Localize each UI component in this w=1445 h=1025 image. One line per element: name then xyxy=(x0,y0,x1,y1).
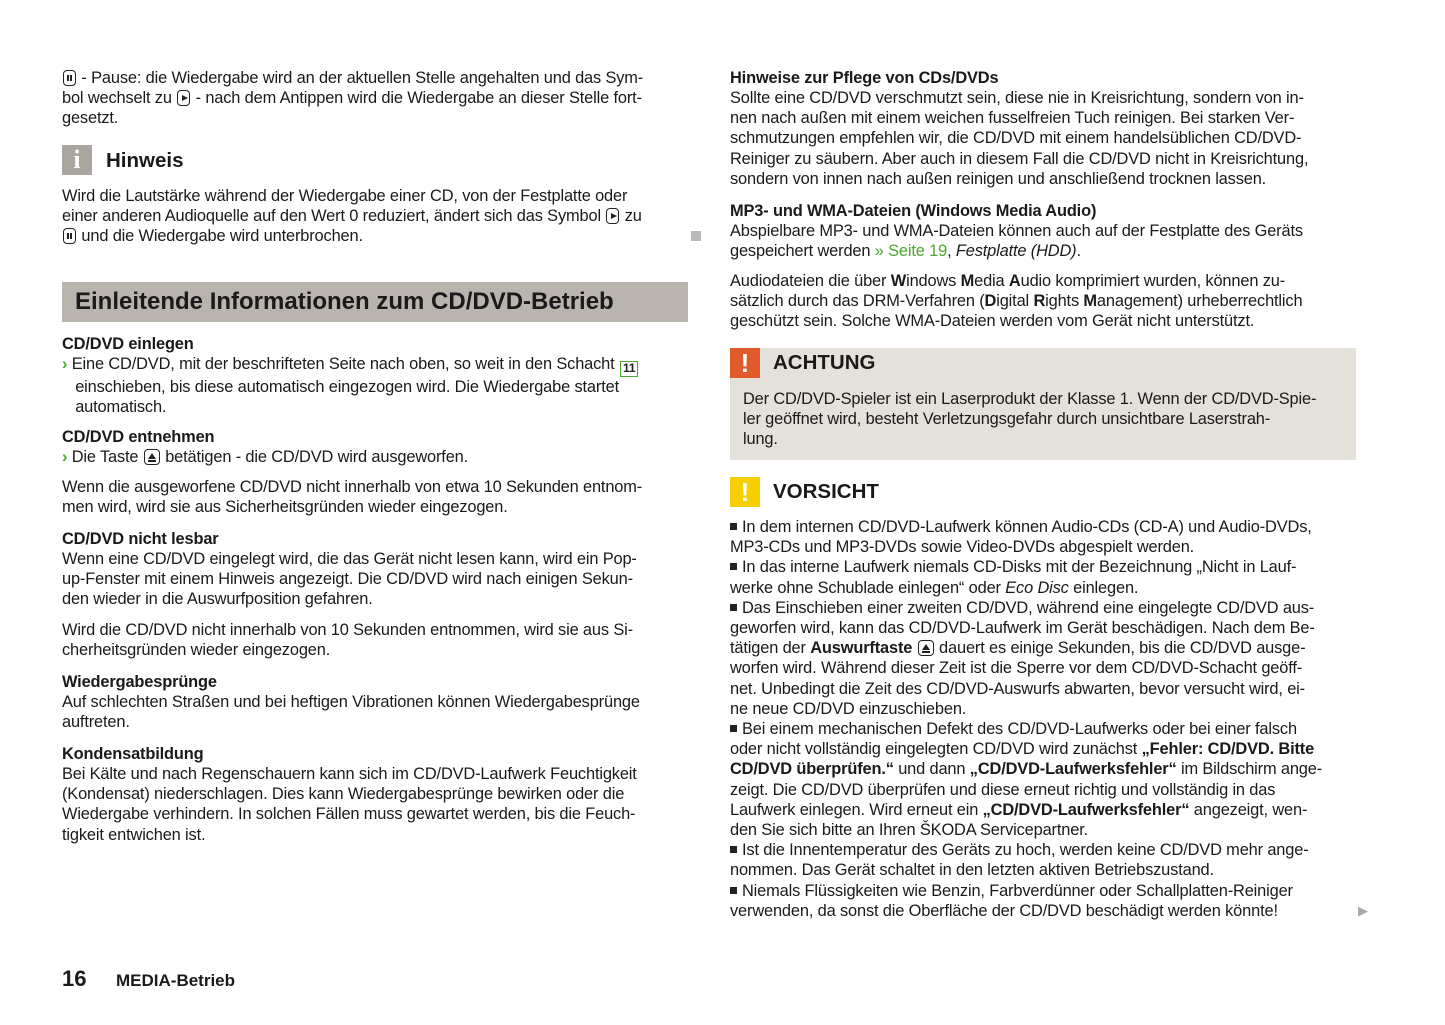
spruenge-heading: Wiedergabesprünge xyxy=(62,673,217,691)
italic-text: Eco Disc xyxy=(1005,578,1069,597)
end-of-section-marker xyxy=(691,231,701,241)
italic-text: Festplatte (HDD) xyxy=(955,242,1077,261)
text-run: Audiodateien die über xyxy=(730,272,891,290)
text-run: In das interne Laufwerk niemals CD-Disks mit der Bezeichnung „Nicht in Lauf- werke ohne Schublade einlegen“ oder xyxy=(730,558,1297,597)
audio-text xyxy=(730,271,1302,332)
bold-text: M xyxy=(960,272,975,290)
text-run xyxy=(912,639,916,657)
eject-icon xyxy=(144,449,160,465)
step-chevron-icon: › xyxy=(62,448,68,466)
bullet-icon xyxy=(730,725,737,732)
bold-text: M xyxy=(1083,292,1097,311)
text-run: ights xyxy=(1045,292,1084,311)
section-heading xyxy=(62,282,688,322)
bold-text: D xyxy=(984,292,997,311)
page-number: 16 xyxy=(62,966,87,991)
pflege-text: Sollte eine CD/DVD verschmutzt sein, diese nie in Kreisrichtung, sondern von in- nen nach außen mit einem weichen fusselfreien Tuch reinigen. Bei starken Ver- schmutzungen empfehlen wir, die CD/DVD mit einem handelsüblichen CD/DVD- Reiniger zu säubern. Aber auch in diesem Fall die CD/DVD nicht in Kreisrichtung, sondern von innen nach außen reinigen und anschließend trocknen lassen. xyxy=(730,89,1309,188)
text-run: Bei einem mechanischen Defekt des CD/DVD-Laufwerks oder bei einer falsch oder nicht vollständig eingelegten CD/DVD wird zunächst xyxy=(730,720,1297,759)
text-run: . xyxy=(1076,242,1081,261)
text-run: einlegen. xyxy=(1073,578,1139,597)
text-run: und die Wiedergabe wird unterbrochen. xyxy=(77,227,363,246)
text-run: udio komprimiert wurden, können zu- sätzlich durch das DRM-Verfahren ( xyxy=(730,272,1286,311)
bold-text: „Fehler: CD/DVD. Bitte CD/DVD überprüfen.“ xyxy=(730,740,1315,779)
hinweis-text xyxy=(62,186,642,247)
achtung-title: ACHTUNG xyxy=(773,351,876,374)
eject-icon xyxy=(918,640,934,656)
kondensat-text: Bei Kälte und nach Regenschauern kann sich im CD/DVD-Laufwerk Feuchtigkeit (Kondensat) niederschlagen. Dies kann Wiedergabesprünge bewirken oder die Wiedergabe verhindern. In solchen Fällen muss gewartet werden, bis die Feuch- tigkeit entwichen ist. xyxy=(62,765,637,844)
text-run: im Bildschirm ange- zeigt. Die CD/DVD überprüfen und diese erneut richtig und vollständig in das Laufwerk einlegen. Wird erneut ein xyxy=(730,760,1323,819)
bold-text: Auswurftaste xyxy=(810,639,913,658)
bullet-icon xyxy=(730,604,737,611)
text-run: , xyxy=(947,242,956,261)
intro-paragraph xyxy=(62,68,643,129)
text-run: Die Taste xyxy=(67,448,143,466)
text-run: anagement) urheberrechtlich geschützt sein. Solche WMA-Dateien werden vom Gerät nicht unterstützt. xyxy=(730,292,1303,331)
text-run: igital xyxy=(996,292,1034,311)
caution-icon: ! xyxy=(730,477,760,507)
mp3-heading: MP3- und WMA-Dateien (Windows Media Audio) xyxy=(730,202,1097,220)
text-run: dauert es einige Sekunden, bis die CD/DVD ausge- worfen wird. Während dieser Zeit ist die Sperre vor dem CD/DVD-Schacht geöff- net. Unbedingt die Zeit des CD/DVD-Auswurfs abwarten, bevor versucht wird, ei- ne neue CD/DVD einzuschieben. xyxy=(730,639,1306,718)
page-reference-link[interactable]: » Seite 19 xyxy=(874,242,948,261)
step-chevron-icon: › xyxy=(62,355,68,373)
text-run: Abspielbare MP3- und WMA-Dateien können auch auf der Festplatte des Geräts gespeichert werden xyxy=(730,222,1303,261)
text-run: - nach dem Antippen wird die Wiedergabe an dieser Stelle fort- gesetzt. xyxy=(62,89,642,128)
vorsicht-title: VORSICHT xyxy=(773,480,879,503)
bold-text: W xyxy=(890,272,907,290)
reference-number-badge: 11 xyxy=(620,361,638,377)
pause-icon xyxy=(63,70,76,86)
entnehmen-step xyxy=(62,447,468,467)
nichtlesbar-text: Wenn eine CD/DVD eingelegt wird, die das Gerät nicht lesen kann, wird ein Pop- up-Fenster mit einem Hinweis angezeigt. Die CD/DVD wird nach einigen Sekun- den wieder in die Auswurfposition gefahren. xyxy=(62,550,637,609)
text-run: zu xyxy=(624,207,642,226)
hinweis-title: Hinweis xyxy=(106,149,184,172)
text-run: indows xyxy=(906,272,961,290)
entnehmen-heading: CD/DVD entnehmen xyxy=(62,428,215,446)
mp3-text xyxy=(730,221,1303,261)
text-run: Niemals Flüssigkeiten wie Benzin, Farbverdünner oder Schallplatten-Reiniger verwenden, da sonst die Oberfläche der CD/DVD beschädigt werden könnte! xyxy=(730,881,1293,920)
play-icon xyxy=(177,90,190,106)
bullet-icon xyxy=(730,887,737,894)
text-run: Ist die Innentemperatur des Geräts zu hoch, werden keine CD/DVD mehr ange- nommen. Das Gerät schaltet in den letzten aktiven Betriebszustand. xyxy=(730,841,1309,880)
bold-text: „CD/DVD-Laufwerksfehler“ xyxy=(969,760,1177,779)
section-title: Einleitende Informationen zum CD/DVD-Betrieb xyxy=(75,288,614,315)
spruenge-text: Auf schlechten Straßen und bei heftigen Vibrationen können Wiedergabesprünge auftreten. xyxy=(62,693,640,732)
text-run: betätigen - die CD/DVD wird ausgeworfen. xyxy=(160,448,469,466)
bold-text: A xyxy=(1008,272,1021,290)
text-run: In dem internen CD/DVD-Laufwerk können Audio-CDs (CD-A) und Audio-DVDs, MP3-CDs und MP3-DVDs sowie Video-DVDs abgespielt werden. xyxy=(730,518,1312,557)
einlegen-step xyxy=(62,354,639,417)
text-run: einschieben, bis diese automatisch eingezogen wird. Die Wiedergabe startet automatisch. xyxy=(75,378,619,417)
achtung-box xyxy=(730,348,1356,460)
bold-text: „CD/DVD-Laufwerksfehler“ xyxy=(982,800,1190,819)
play-icon xyxy=(606,208,619,224)
text-run: Das Einschieben einer zweiten CD/DVD, während eine eingelegte CD/DVD aus- geworfen wird, kann das CD/DVD-Laufwerk im Gerät beschädigen. Nach dem Be- tätigen der xyxy=(730,598,1315,658)
entnehmen-paragraph: Wenn die ausgeworfene CD/DVD nicht innerhalb von etwa 10 Sekunden entnom- men wird, wird sie aus Sicherheitsgründen wieder eingezogen. xyxy=(62,478,643,517)
einlegen-heading: CD/DVD einlegen xyxy=(62,335,194,353)
nichtlesbar-paragraph: Wird die CD/DVD nicht innerhalb von 10 Sekunden entnommen, wird sie aus Si- cherheitsgründen wieder eingezogen. xyxy=(62,621,633,660)
continue-arrow-icon: ▶ xyxy=(1358,903,1368,918)
text-run: - Pause: die Wiedergabe wird an der aktuellen Stelle angehalten und das Sym- bol wechselt zu xyxy=(62,69,644,108)
text-run: edia xyxy=(974,272,1009,290)
bold-text: R xyxy=(1033,292,1046,311)
nichtlesbar-heading: CD/DVD nicht lesbar xyxy=(62,530,219,548)
vorsicht-list xyxy=(730,517,1322,921)
achtung-text: Der CD/DVD-Spieler ist ein Laserprodukt der Klasse 1. Wenn der CD/DVD-Spie- ler geöffnet wird, besteht Verletzungsgefahr durch unsichtbare Laserstrah- lung. xyxy=(743,390,1317,449)
text-run: Wird die Lautstärke während der Wiedergabe einer CD, von der Festplatte oder einer anderen Audioquelle auf den Wert 0 reduziert, ändert sich das Symbol xyxy=(62,187,628,226)
warning-icon: ! xyxy=(730,348,760,378)
text-run: angezeigt, wen- den Sie sich bitte an Ihren ŠKODA Servicepartner. xyxy=(730,800,1308,840)
pause-icon xyxy=(63,228,76,244)
bullet-icon xyxy=(730,563,737,570)
chapter-title: MEDIA-Betrieb xyxy=(116,971,236,990)
bullet-icon xyxy=(730,846,737,853)
pflege-heading: Hinweise zur Pflege von CDs/DVDs xyxy=(730,69,999,87)
text-run: und dann xyxy=(893,760,970,779)
kondensat-heading: Kondensatbildung xyxy=(62,745,204,763)
info-icon: i xyxy=(62,145,92,175)
text-run: Eine CD/DVD, mit der beschrifteten Seite nach oben, so weit in den Schacht xyxy=(67,355,619,373)
bullet-icon xyxy=(730,523,737,530)
